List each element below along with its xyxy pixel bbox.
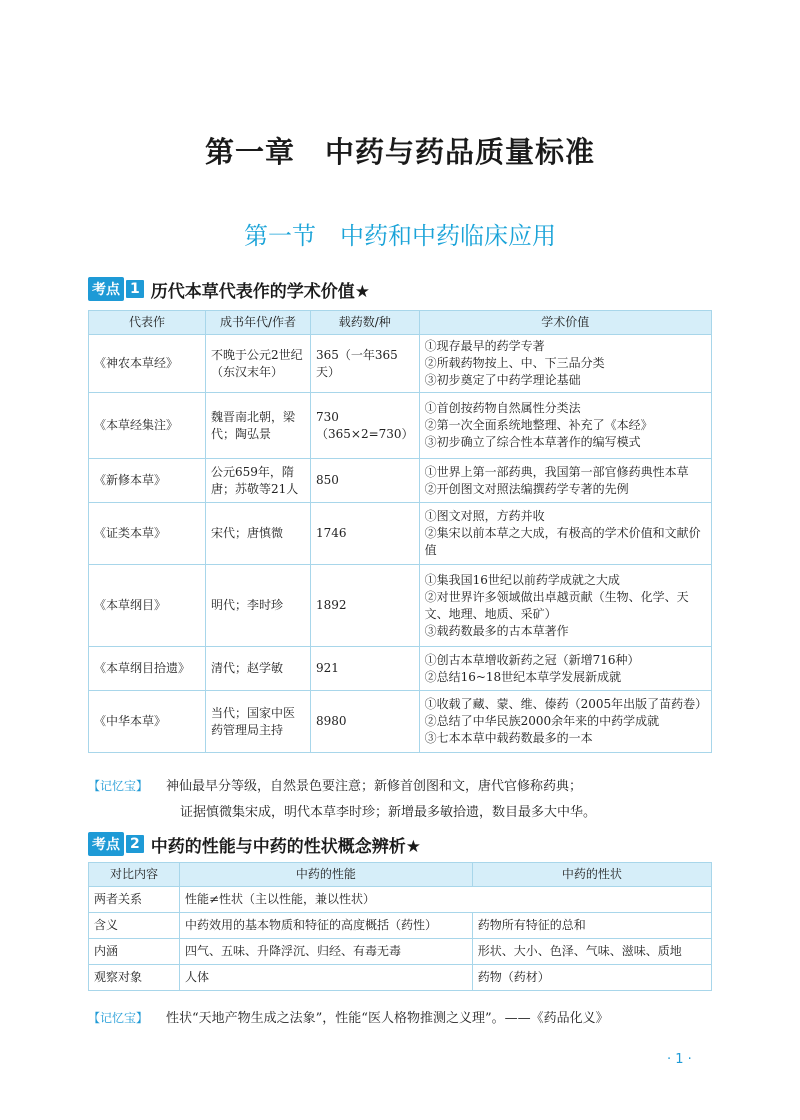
era-cell: 魏晋南北朝，梁代；陶弘景 [206,393,311,459]
table-header-row [89,311,712,335]
count-cell: 365（一年365天） [311,335,420,393]
value-line: ③初步奠定了中药学理论基础 [424,373,581,387]
value-cell [419,647,711,691]
table-row [89,965,712,991]
memory-tip-2 [88,1005,609,1032]
count-cell: 730（365×2=730） [311,393,420,459]
header-count: 载药数/种 [311,311,420,335]
performance-cell: 中药效用的基本物质和特征的高度概括（药性） [180,913,473,939]
table-row [89,335,712,393]
era-cell: 不晚于公元2世纪（东汉末年） [206,335,311,393]
memory-tip-1 [88,773,596,826]
value-line: ①集我国16世纪以前药学成就之大成 [424,572,620,587]
era-cell: 宋代；唐慎微 [206,503,311,565]
performance-cell: 人体 [180,965,473,991]
value-cell [419,565,711,647]
table-row [89,393,712,459]
work-cell: 《新修本草》 [89,459,206,503]
kaodian-number: 2 [125,834,145,854]
value-line: ②开创图文对照法编撰药学专著的先例 [424,481,629,496]
work-cell: 《本草纲目》 [89,565,206,647]
character-cell: 药物所有特征的总和 [472,913,711,939]
table-row [89,565,712,647]
character-cell: 形状、大小、色泽、气味、滋味、质地 [472,939,711,965]
kaodian-tag: 考点 [88,832,124,856]
table-row [89,939,712,965]
header-work: 代表作 [89,311,206,335]
work-cell: 《神农本草经》 [89,335,206,393]
header-era: 成书年代/作者 [206,311,311,335]
table-header-row [89,863,712,887]
kaodian-tag: 考点 [88,277,124,301]
value-line: ②对世界许多领域做出卓越贡献（生物、化学、天文、地理、地质、采矿） [424,589,689,621]
table-row [89,913,712,939]
table-row [89,887,712,913]
header-value: 学术价值 [419,311,711,335]
header-character: 中药的性状 [472,863,711,887]
section-title: 第一节 中药和中药临床应用 [244,222,556,250]
value-cell [419,459,711,503]
kaodian-title: 历代本草代表作的学术价值★ [150,281,370,302]
work-cell: 《证类本草》 [89,503,206,565]
item-cell: 含义 [89,913,180,939]
value-cell [419,503,711,565]
value-line: ①现存最早的药学专著 [424,339,545,353]
era-cell: 当代；国家中医药管理局主持 [206,691,311,753]
page-number: · 1 · [667,1052,692,1067]
memory-text: 性状“天地产物生成之法象”，性能“医人格物推测之义理”。——《药品化义》 [166,1011,609,1026]
value-line: ③载药数最多的古本草著作 [424,623,569,638]
table-row [89,459,712,503]
performance-cell: 四气、五味、升降浮沉、归经、有毒无毒 [180,939,473,965]
kaodian-number: 1 [125,279,145,299]
value-line: ③七本本草中载药数最多的一本 [424,731,593,745]
era-cell: 清代；赵学敏 [206,647,311,691]
representative-works-table [88,310,712,753]
memory-line: 证据慎微集宋成，明代本草李时珍；新增最多敏拾遗，数目最多大中华。 [180,805,597,820]
count-cell: 921 [311,647,420,691]
memory-line [88,773,596,800]
value-line: ③初步确立了综合性本草著作的编写模式 [424,435,641,449]
table-row [89,503,712,565]
value-line: ②总结了中华民族2000余年来的中药学成就 [424,714,660,728]
table-row [89,647,712,691]
value-line: ①创古本草增收新药之冠（新增716种） [424,652,640,667]
kaodian-1-heading [88,277,370,301]
item-cell: 两者关系 [89,887,180,913]
character-cell: 药物（药材） [472,965,711,991]
value-line: ①图文对照，方药并收 [424,509,545,523]
value-line: ①首创按药物自然属性分类法 [424,401,581,415]
table-row [89,691,712,753]
kaodian-2-heading [88,832,421,856]
header-item: 对比内容 [89,863,180,887]
count-cell: 1746 [311,503,420,565]
value-line: ①世界上第一部药典，我国第一部官修药典性本草 [424,464,689,479]
page-number-value: 1 [675,1052,684,1067]
work-cell: 《本草经集注》 [89,393,206,459]
item-cell: 观察对象 [89,965,180,991]
memory-tag: 【记忆宝】 [88,779,149,793]
chapter-title: 第一章 中药与药品质量标准 [204,135,595,169]
value-line: ②第一次全面系统地整理、补充了《本经》 [424,418,653,432]
value-cell [419,335,711,393]
value-cell [419,691,711,753]
value-line: ②集宋以前本草之大成，有极高的学术价值和文献价值 [424,526,701,557]
count-cell: 1892 [311,565,420,647]
value-cell [419,393,711,459]
kaodian-title: 中药的性能与中药的性状概念辨析★ [150,836,421,857]
item-cell: 内涵 [89,939,180,965]
value-line: ①收载了藏、蒙、维、傣药（2005年出版了苗药卷） [424,697,708,711]
count-cell: 8980 [311,691,420,753]
value-line: ②总结16~18世纪本草学发展新成就 [424,669,622,684]
memory-text: 神仙最早分等级，自然景色要注意；新修首创图和文，唐代官修称药典； [166,779,583,794]
comparison-table [88,862,712,991]
work-cell: 《中华本草》 [89,691,206,753]
work-cell: 《本草纲目拾遗》 [89,647,206,691]
header-performance: 中药的性能 [180,863,473,887]
memory-tag: 【记忆宝】 [88,1011,149,1025]
era-cell: 公元659年，隋唐；苏敬等21人 [206,459,311,503]
count-cell: 850 [311,459,420,503]
value-line: ②所载药物按上、中、下三品分类 [424,356,605,370]
era-cell: 明代；李时珍 [206,565,311,647]
performance-cell: 性能≠性状（主以性能，兼以性状） [180,887,712,913]
